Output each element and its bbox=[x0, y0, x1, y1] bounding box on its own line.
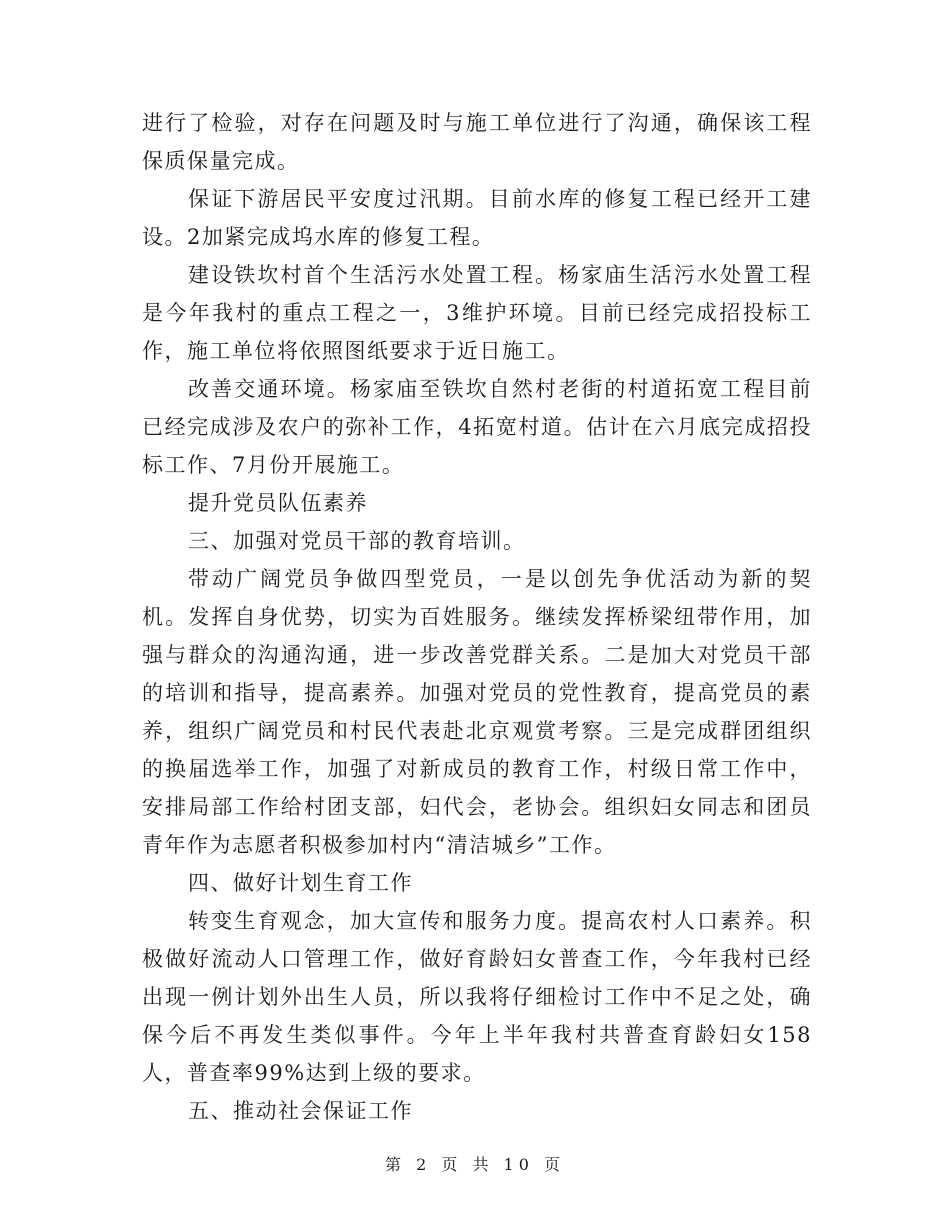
paragraph-2: 保证下游居民平安度过汛期。目前水库的修复工程已经开工建设。2加紧完成坞水库的修复工程。 bbox=[142, 187, 812, 249]
document-body bbox=[142, 104, 812, 1130]
page-footer: 第 2 页 共 10 页 bbox=[385, 1155, 565, 1174]
paragraph-family-planning: 转变生育观念，加大宣传和服务力度。提高农村人口素养。积极做好流动人口管理工作，做好育龄妇女普查工作，今年我村已经出现一例计划外出生人员，所以我将仔细检讨工作中不足之处，确保今后不再发生类似事件。今年上半年我村共普查育龄妇女158人，普查率99%达到上级的要求。 bbox=[142, 909, 812, 1085]
section-heading-improve-party-members: 提升党员队伍素养 bbox=[188, 491, 368, 515]
paragraph-1: 进行了检验，对存在问题及时与施工单位进行了沟通，确保该工程保质保量完成。 bbox=[142, 111, 812, 173]
section-heading-5: 五、推动社会保证工作 bbox=[188, 1099, 413, 1123]
paragraph-party-training: 带动广阔党员争做四型党员，一是以创先争优活动为新的契机。发挥自身优势，切实为百姓服务。继续发挥桥梁纽带作用，加强与群众的沟通沟通，进一步改善党群关系。二是加大对党员干部的培训和指导，提高素养。加强对党员的党性教育，提高党员的素养，组织广阔党员和村民代表赴北京观赏考察。三是完成群团组织的换届选举工作，加强了对新成员的教育工作，村级日常工作中，安排局部工作给村团支部，妇代会，老协会。组织妇女同志和团员青年作为志愿者积极参加村内“清洁城乡”工作。 bbox=[142, 567, 812, 857]
paragraph-4: 改善交通环境。杨家庙至铁坎自然村老街的村道拓宽工程目前已经完成涉及农户的弥补工作，4拓宽村道。估计在六月底完成招投标工作、7月份开展施工。 bbox=[142, 377, 812, 477]
paragraph-3: 建设铁坎村首个生活污水处置工程。杨家庙生活污水处置工程是今年我村的重点工程之一，3维护环境。目前已经完成招投标工作，施工单位将依照图纸要求于近日施工。 bbox=[142, 263, 812, 363]
section-heading-3: 三、加强对党员干部的教育培训。 bbox=[188, 529, 526, 553]
section-heading-4: 四、做好计划生育工作 bbox=[188, 871, 413, 895]
